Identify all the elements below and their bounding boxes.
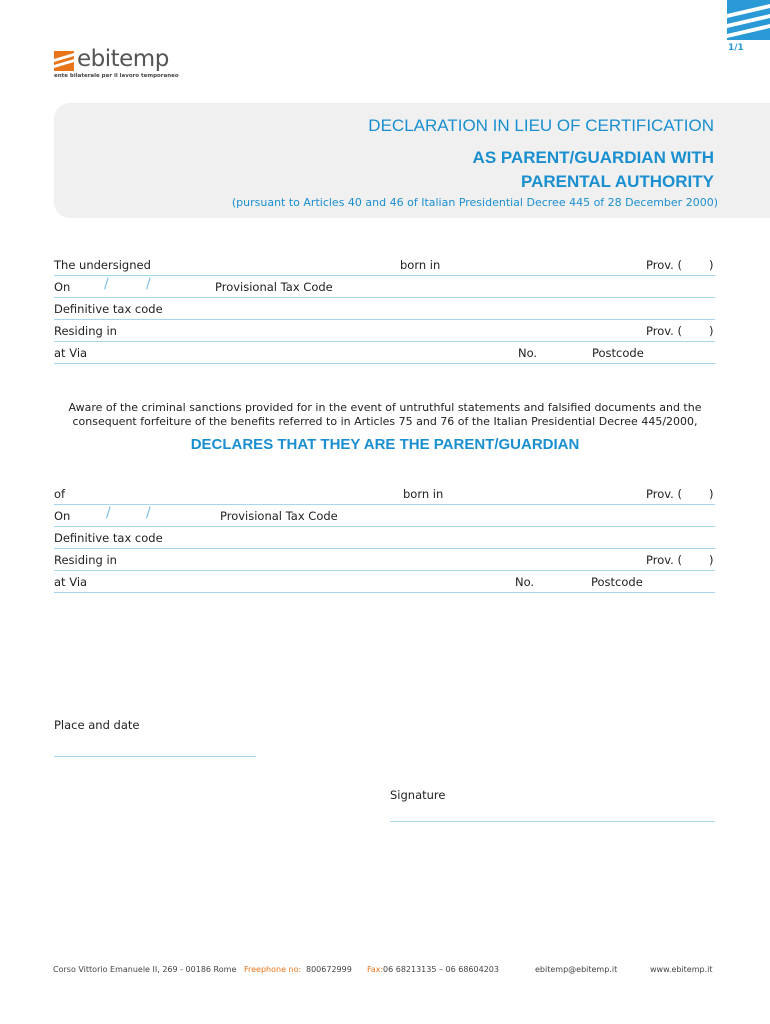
prov-close: ) (709, 324, 714, 338)
prov-close: ) (709, 553, 714, 567)
number-label: No. (518, 346, 538, 360)
child-name-row[interactable] (54, 483, 715, 505)
date-separator: / (106, 505, 111, 521)
postcode-label: Postcode (592, 346, 644, 360)
title-line-3: PARENTAL AUTHORITY (521, 172, 714, 191)
place-and-date-label: Place and date (54, 718, 140, 732)
child-residing-row[interactable] (54, 549, 715, 571)
at-via-label: at Via (54, 575, 88, 589)
ebitemp-logo (54, 48, 194, 82)
number-label: No. (515, 575, 535, 589)
provisional-tax-code-label: Provisional Tax Code (215, 280, 333, 294)
provisional-tax-code-label: Provisional Tax Code (220, 509, 338, 523)
signature-field[interactable] (390, 821, 715, 822)
child-date-taxcode-row[interactable] (54, 505, 715, 527)
definitive-tax-code-label: Definitive tax code (54, 531, 163, 545)
logo-mark-icon (54, 51, 74, 71)
page-number: 1/1 (728, 43, 744, 53)
signature-label: Signature (390, 788, 446, 802)
prov-label: Prov. ( (646, 324, 682, 338)
on-label: On (54, 280, 71, 294)
prov-label: Prov. ( (646, 258, 682, 272)
footer-email[interactable]: ebitemp@ebitemp.it (535, 965, 618, 974)
prov-close: ) (709, 258, 714, 272)
place-and-date-field[interactable] (54, 756, 256, 757)
residing-in-label: Residing in (54, 553, 117, 567)
definitive-tax-code-row[interactable] (54, 298, 715, 320)
residing-row[interactable] (54, 320, 715, 342)
statement-paragraph: Aware of the criminal sanctions provided for in the event of untruthful statements and falsified documents and the consequent forfeiture of the benefits referred to in Articles 75 and 76 of the Italian Presidential Decree 445/2000, (68, 401, 702, 428)
footer-website[interactable]: www.ebitemp.it (650, 965, 713, 974)
document-title: DECLARATION IN LIEU OF CERTIFICATION (368, 116, 714, 135)
footer-fax-numbers: 06 68213135 – 06 68604203 (383, 965, 499, 974)
child-address-row[interactable] (54, 571, 715, 593)
footer-fax-label: Fax: (367, 965, 384, 974)
definitive-tax-code-label: Definitive tax code (54, 302, 163, 316)
undersigned-label: The undersigned (54, 258, 151, 272)
residing-in-label: Residing in (54, 324, 117, 338)
footer-address: Corso Vittorio Emanuele II, 269 - 00186 Rome (53, 965, 237, 974)
footer-freephone-number: 800672999 (306, 965, 352, 974)
date-separator: / (104, 276, 109, 292)
date-separator: / (146, 276, 151, 292)
legal-reference: (pursuant to Articles 40 and 46 of Italian Presidential Decree 445 of 28 December 2000) (231, 196, 718, 209)
postcode-label: Postcode (591, 575, 643, 589)
prov-label: Prov. ( (646, 553, 682, 567)
footer-freephone-label: Freephone no: (244, 965, 302, 974)
prov-close: ) (709, 487, 714, 501)
born-in-label: born in (400, 258, 441, 272)
corner-stripes-graphic (727, 0, 770, 40)
on-label: On (54, 509, 71, 523)
title-line-2: AS PARENT/GUARDIAN WITH (472, 148, 714, 167)
logo-wordmark: ebitemp (77, 46, 169, 72)
date-taxcode-row[interactable] (54, 276, 715, 298)
logo-tagline: ente bilaterale per il lavoro temporaneo (54, 73, 179, 79)
prov-label: Prov. ( (646, 487, 682, 501)
document-subtitle-bold (473, 146, 714, 194)
born-in-label: born in (403, 487, 444, 501)
at-via-label: at Via (54, 346, 88, 360)
of-label: of (54, 487, 66, 501)
date-separator: / (146, 505, 151, 521)
child-definitive-tax-code-row[interactable] (54, 527, 715, 549)
declares-heading: DECLARES THAT THEY ARE THE PARENT/GUARDIAN (190, 436, 580, 453)
undersigned-row[interactable] (54, 254, 715, 276)
address-row[interactable] (54, 342, 715, 364)
